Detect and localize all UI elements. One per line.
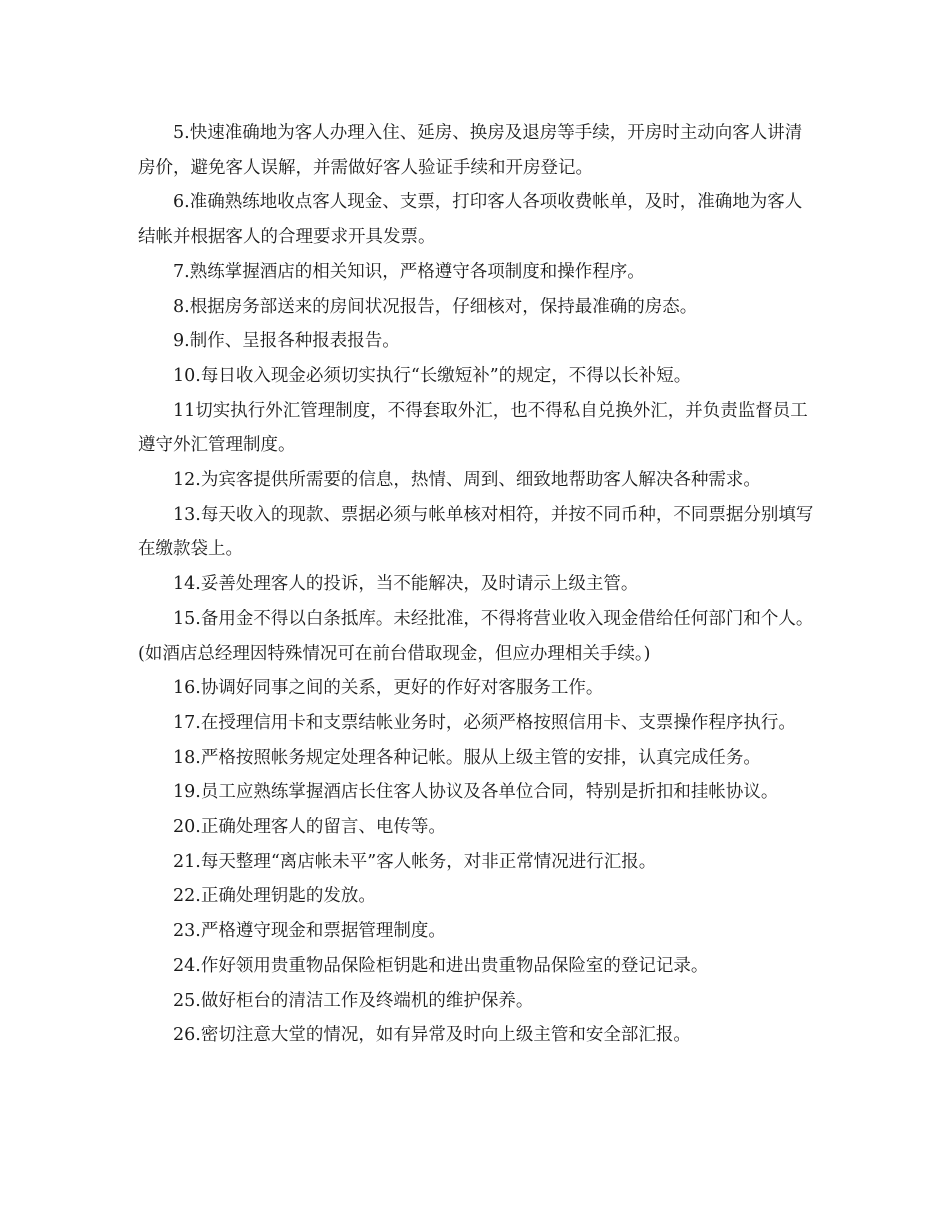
list-item: 24.作好领用贵重物品保险柜钥匙和进出贵重物品保险室的登记记录。	[173, 955, 709, 976]
list-item: 25.做好柜台的清洁工作及终端机的维护保养。	[173, 990, 534, 1011]
list-item: 7.熟练掌握酒店的相关知识，严格遵守各项制度和操作程序。	[173, 261, 645, 282]
list-item: 15.备用金不得以白条抵库。未经批准，不得将营业收入现金借给任何部门和个人。(如酒店总经理因特殊情况可在前台借取现金，但应办理相关手续。)	[138, 608, 814, 664]
list-item: 20.正确处理客人的留言、电传等。	[173, 817, 446, 838]
list-item: 14.妥善处理客人的投诉，当不能解决，及时请示上级主管。	[173, 574, 639, 595]
list-item: 5.快速准确地为客人办理入住、延房、换房及退房等手续，开房时主动向客人讲清房价，避免客人误解，并需做好客人验证手续和开房登记。	[138, 123, 803, 178]
list-item: 8.根据房务部送来的房间状况报告，仔细核对，保持最准确的房态。	[173, 296, 698, 317]
list-item: 6.准确熟练地收点客人现金、支票，打印客人各项收费帐单，及时，准确地为客人结帐并根据客人的合理要求开具发票。	[138, 192, 803, 248]
list-item: 12.为宾客提供所需要的信息，热情、周到、细致地帮助客人解决各种需求。	[173, 470, 761, 491]
list-item: 19.员工应熟练掌握酒店长住客人协议及各单位合同，特别是折扣和挂帐协议。	[173, 782, 779, 803]
list-item: 17.在授理信用卡和支票结帐业务时，必须严格按照信用卡、支票操作程序执行。	[173, 712, 796, 733]
list-item: 9.制作、呈报各种报表报告。	[173, 331, 400, 352]
list-item: 11切实执行外汇管理制度，不得套取外汇，也不得私自兑换外汇，并负责监督员工遵守外汇管理制度。	[138, 400, 808, 456]
list-item: 26.密切注意大堂的情况，如有异常及时向上级主管和安全部汇报。	[173, 1025, 691, 1046]
list-item: 10.每日收入现金必须切实执行“长缴短补”的规定，不得以长补短。	[173, 365, 692, 386]
list-item: 18.严格按照帐务规定处理各种记帐。服从上级主管的安排，认真完成任务。	[173, 747, 761, 768]
list-item: 22.正确处理钥匙的发放。	[173, 886, 376, 907]
list-item: 13.每天收入的现款、票据必须与帐单核对相符，并按不同币种，不同票据分别填写在缴款袋上。	[138, 504, 814, 560]
document-body	[138, 116, 818, 1053]
list-item: 21.每天整理“离店帐未平”客人帐务，对非正常情况进行汇报。	[173, 851, 657, 872]
list-item: 16.协调好同事之间的关系，更好的作好对客服务工作。	[173, 678, 604, 699]
list-item: 23.严格遵守现金和票据管理制度。	[173, 921, 446, 942]
